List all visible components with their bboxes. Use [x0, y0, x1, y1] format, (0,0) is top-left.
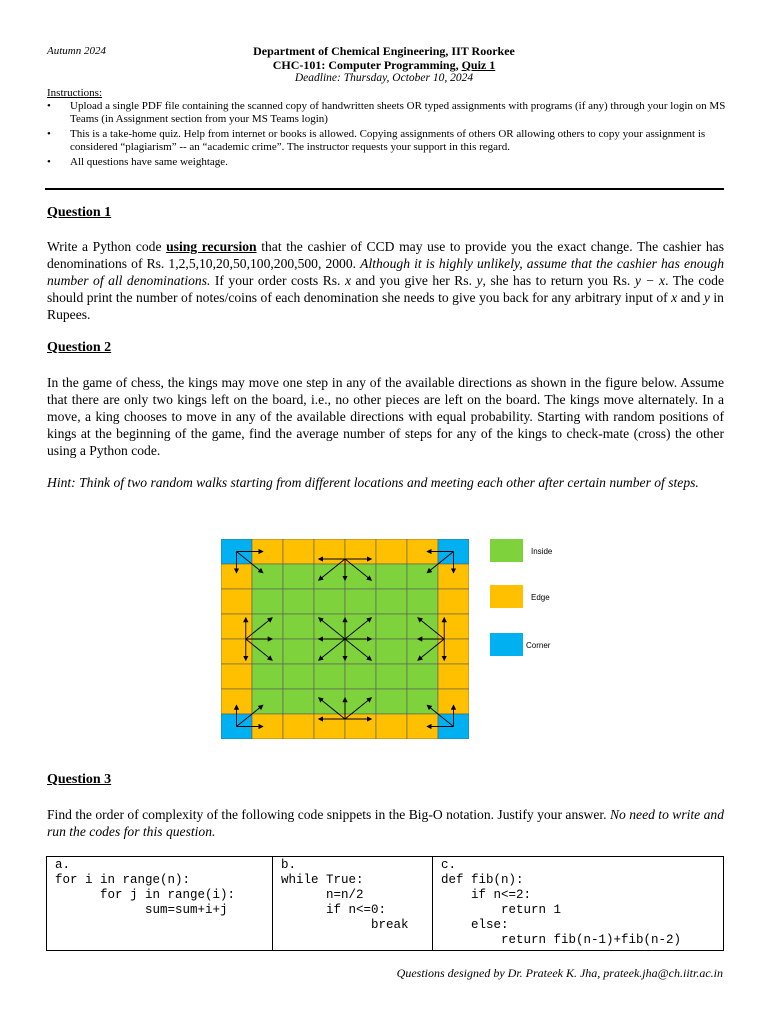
divider — [45, 188, 724, 190]
quiz-label: Quiz 1 — [461, 58, 496, 72]
question-1-text: Write a Python code using recursion that the cashier of CCD may use to provide you the exact change. The cashier has denominations of Rs. 1,2,5,10,20,50,100,200,500, 2000. Although it is highly unlikely, assume that the cashier has enough number of all denominations. If your order costs Rs. x and you give her Rs. y, she has to return you Rs. y − x. The code should print the number of notes/coins of each denomination she needs to give you back for any arbitrary input of x and y in Rupees. — [47, 239, 724, 322]
question-2-hint: Hint: Think of two random walks starting from different locations and meeting each other after certain number of steps. — [47, 475, 699, 490]
instruction-item — [47, 128, 727, 154]
instruction-text: All questions have same weightage. — [70, 156, 228, 168]
board-cell-edge — [438, 664, 469, 689]
instructions-list — [47, 100, 727, 171]
question-3-text: Find the order of complexity of the following code snippets in the Big-O notation. Justify your answer. No need to write and run the codes for this question. — [47, 807, 725, 839]
board-cell-inside — [283, 564, 314, 589]
bullet-icon: • — [47, 156, 51, 168]
legend-edge-swatch — [490, 585, 523, 608]
question-1-title: Question 1 — [47, 205, 112, 220]
board-cell-edge — [221, 664, 252, 689]
department-title: Department of Chemical Engineering, IIT Roorkee — [253, 44, 515, 58]
legend-inside-swatch — [490, 539, 523, 562]
question-3-title: Question 3 — [47, 772, 112, 787]
board-cell-inside — [314, 589, 345, 614]
board-cell-edge — [283, 539, 314, 564]
board-cell-inside — [345, 689, 376, 714]
board-cell-edge — [345, 714, 376, 739]
instruction-item — [47, 100, 727, 126]
board-cell-inside — [283, 664, 314, 689]
course-title — [0, 58, 768, 73]
board-cell-inside — [283, 689, 314, 714]
question-2-text: In the game of chess, the kings may move one step in any of the available directions as shown in the figure below. Assume that there are only two kings left on the board, i.e., no other pieces are left on the board. The kings move alternately. In a move, a king chooses to move in any of the available directions with equal probability. Starting with random positions of kings at the beginning of the game, find the average number of steps for any of the kings to check-mate (cross) the other using a Python code. — [47, 375, 724, 458]
board-cell-inside — [283, 614, 314, 639]
board-cell-inside — [376, 689, 407, 714]
board-cell-inside — [376, 589, 407, 614]
legend-edge-label: Edge — [531, 593, 550, 602]
code-snippets-table — [46, 856, 724, 951]
course-name: CHC-101: Computer Programming, — [272, 58, 462, 72]
board-cell-inside — [345, 664, 376, 689]
instructions-title: Instructions: — [47, 87, 102, 99]
board-cell-inside — [407, 614, 438, 639]
board-cell-edge — [376, 714, 407, 739]
legend-corner-label: Corner — [526, 641, 551, 650]
snippet-c: c. def fib(n): if n<=2: return 1 else: return fib(n-1)+fib(n-2) — [433, 857, 724, 951]
board-cell-edge — [314, 539, 345, 564]
board-cell-edge — [221, 589, 252, 614]
board-cell-inside — [314, 564, 345, 589]
question-2-title: Question 2 — [47, 340, 112, 355]
board-cell-inside — [314, 689, 345, 714]
legend-corner-swatch — [490, 633, 523, 656]
board-cell-edge — [283, 714, 314, 739]
board-cell-inside — [314, 664, 345, 689]
instruction-text: This is a take-home quiz. Help from internet or books is allowed. Copying assignments of others OR allowing others to copy your assignment is considered “plagiarism” -- an “academic crime”. The instructor requests your support in this regard. — [70, 128, 706, 153]
board-cell-edge — [345, 539, 376, 564]
board-cell-inside — [252, 614, 283, 639]
board-cell-inside — [376, 664, 407, 689]
board-cell-edge — [221, 614, 252, 639]
board-cell-inside — [407, 664, 438, 689]
snippet-a: a. for i in range(n): for j in range(i): sum=sum+i+j — [47, 857, 273, 951]
board-cell-inside — [252, 664, 283, 689]
instruction-item — [47, 156, 727, 169]
board-cell-edge — [221, 639, 252, 664]
board-cell-inside — [407, 589, 438, 614]
bullet-icon: • — [47, 100, 51, 112]
board-cell-inside — [376, 564, 407, 589]
board-cell-inside — [376, 639, 407, 664]
board-cell-edge — [376, 539, 407, 564]
board-cell-edge — [438, 639, 469, 664]
semester-label: Autumn 2024 — [47, 45, 106, 57]
board-cell-inside — [345, 589, 376, 614]
snippet-b: b. while True: n=n/2 if n<=0: break — [273, 857, 433, 951]
board-cell-inside — [345, 564, 376, 589]
board-cell-inside — [283, 639, 314, 664]
board-cell-edge — [314, 714, 345, 739]
legend-inside-label: Inside — [531, 547, 553, 556]
deadline: Deadline: Thursday, October 10, 2024 — [294, 72, 474, 84]
board-cell-inside — [252, 589, 283, 614]
chess-board-figure — [221, 539, 469, 739]
instruction-text: Upload a single PDF file containing the scanned copy of handwritten sheets OR typed assignments with programs (if any) through your login on MS Teams (in Assignment section from your MS Teams login) — [70, 100, 726, 125]
recursion-emphasis: using recursion — [166, 239, 257, 254]
bullet-icon: • — [47, 128, 51, 140]
board-cell-edge — [438, 614, 469, 639]
board-cell-inside — [252, 639, 283, 664]
board-cell-inside — [407, 639, 438, 664]
footer-credit: Questions designed by Dr. Prateek K. Jha, prateek.jha@ch.iitr.ac.in — [396, 966, 723, 980]
board-cell-inside — [283, 589, 314, 614]
board-cell-edge — [438, 589, 469, 614]
board-cell-inside — [376, 614, 407, 639]
